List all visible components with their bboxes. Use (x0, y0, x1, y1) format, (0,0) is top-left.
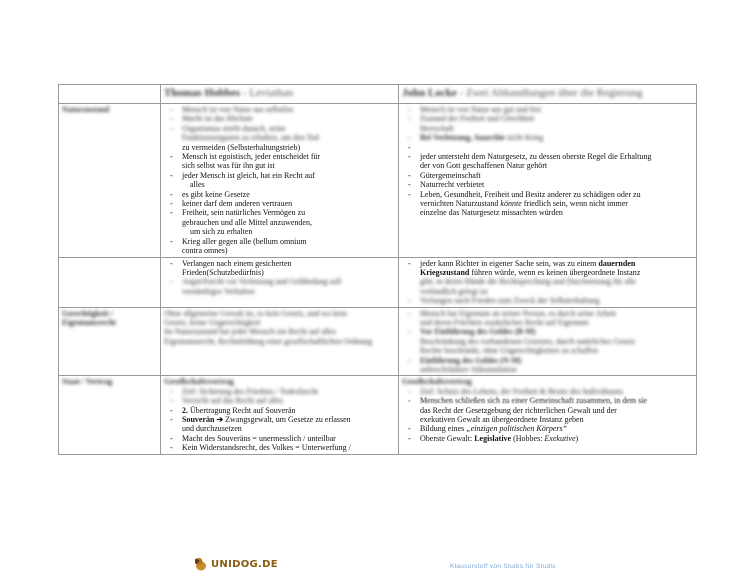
locke-staat-cell (399, 376, 697, 454)
comparison-table (58, 84, 697, 455)
locke-text: ) (575, 433, 579, 443)
table-header-row (59, 85, 697, 104)
hobbes-frieden-cell (161, 257, 399, 307)
list-item: Herrschaft (420, 123, 454, 133)
list-item: - Gütergemeinschaft (402, 171, 693, 180)
list-item: - Verlangen nach einem gesicherten (164, 259, 395, 268)
locke-gerechtigkeit-cell (399, 307, 697, 376)
list-item: - jeder untersteht dem Naturgesetz, zu dessen oberste Regel die Erhaltung (402, 152, 693, 161)
list-item (402, 259, 693, 268)
list-item: einzelne das Naturgesetz missachten würden (420, 208, 563, 218)
list-item (164, 406, 395, 415)
text-line: Ohne allgemeine Gewalt ist, es kein Gesetz, und wo kein (164, 308, 347, 318)
list-item: unbeschränkter Akkumulation (420, 364, 517, 374)
unidog-logo[interactable] (193, 555, 278, 573)
list-item: das Recht der Gesetzgebung der richterlichen Gewalt und der (420, 405, 617, 415)
list-item: - Freiheit, sein natürliches Vermögen zu (164, 208, 395, 217)
list-item: - Ziel: Schutz des Lebens, der Freiheit & Besitz des Individuums (402, 387, 693, 396)
list-item: und durchzusetzen (182, 424, 242, 434)
list-item: um sich zu erhalten (190, 227, 253, 237)
list-item: exekutiven Gewalt an übergeordnete Instanz geben (420, 415, 584, 424)
list-item: - Verzicht auf das Recht auf alles (164, 396, 395, 405)
comparison-table-page (58, 84, 696, 455)
list-item: - Organismus strebt danach, seine (164, 124, 395, 133)
list-item: - Leben, Gesundheit, Freiheit und Besitz anderer zu schädigen oder zu (402, 190, 693, 199)
list-item: - Angst/Furcht vor Verletzung und Gefährdung soll (164, 277, 395, 286)
header-locke-sub: - Zwei Abhandlungen über die Regierung (459, 87, 643, 99)
logo-text: UNIDOG.DE (211, 558, 278, 570)
locke-text: vernichten Naturzustand (420, 199, 499, 209)
list-item: - Mensch ist von Natur aus selbstlos (164, 105, 395, 114)
step-number: 2. (182, 405, 188, 415)
list-item: - Macht ist das Höchste (164, 114, 395, 123)
list-item: - Kein Widerstandsrecht, des Volkes = Unterwerfung / (164, 443, 395, 452)
locke-text: Oberste Gewalt: (420, 433, 473, 443)
list-item (402, 143, 693, 152)
hobbes-text: Übertragung Recht auf Souverän (190, 405, 296, 415)
list-item: - Mensch ist egoistisch, jeder entscheidet für (164, 152, 395, 161)
list-item (402, 199, 693, 208)
list-item: - es gibt keine Gesetze (164, 190, 395, 199)
list-item (402, 268, 693, 277)
locke-text: Bildung eines (420, 424, 465, 434)
header-empty-cell (59, 85, 161, 104)
list-item: - Naturrecht verbietet (402, 180, 693, 189)
list-item: - Verlangen nach Frieden zum Zweck der Selbsterhaltung (402, 296, 693, 305)
row-label-empty (59, 257, 161, 307)
locke-italic: Exekutive (544, 433, 576, 443)
list-item: und deren Früchten zusätzliches Recht auf Eigentum (420, 317, 589, 327)
list-item: - Zustand der Freiheit und Gleichheit (402, 114, 693, 123)
text-line: Im Naturzustand hat jeder Mensch ein Recht auf alles (164, 327, 336, 337)
locke-frieden-cell (399, 257, 697, 307)
header-locke-title: John Locke (402, 87, 457, 99)
list-item: gibt, in deren Hände die Rechtsprechung und Durchsetzung für alle (420, 277, 636, 287)
header-hobbes-sub: - Leviathan (242, 87, 294, 99)
list-item: - Macht des Souveräns = unermesslich / unteilbar (164, 434, 395, 443)
list-item: zu vermeiden (Selbsterhaltungstrieb) (182, 142, 301, 152)
list-item: - Krieg aller gegen alle (bellum omnium (164, 237, 395, 246)
header-hobbes (161, 85, 399, 104)
hobbes-naturzustand-cell (161, 104, 399, 258)
list-item: gebrauchen und alle Mittel anzuwenden, (182, 217, 312, 227)
list-item: - Vor Einführung des Geldes (B-M) (402, 327, 693, 336)
row-label-staat: Staat / Vertrag (59, 376, 161, 454)
list-item (402, 424, 693, 433)
hobbes-gerechtigkeit-cell (161, 307, 399, 376)
list-item: - Mensch hat Eigentum an seiner Person, es durch seine Arbeit (402, 309, 693, 318)
arrow-right-icon: ➔ (216, 415, 224, 424)
hobbes-staat-cell (161, 376, 399, 454)
list-item: Rechte beschränkt, ohne Ungerechtigkeiten zu schaffen (420, 346, 598, 356)
list-item: Funktionsorganen zu erhalten, um den Tod (182, 133, 319, 143)
locke-bold: dauernden (598, 258, 636, 268)
header-locke (399, 85, 697, 104)
list-item: contra omnes) (182, 246, 228, 256)
locke-bold-phrase: Bei Verletzung, Anarchie (420, 133, 505, 143)
locke-text: führen würde, wenn es keinen übergeordnete Instanz (471, 267, 641, 277)
list-item: der von Gott geschaffenen Natur gehört (420, 161, 548, 171)
hobbes-vertrag-heading: Gesellschaftsvertrag (164, 377, 234, 387)
list-item: Beschränkung des vorhandenen Gesetzes, durch natürliches Gesetz (420, 336, 636, 346)
list-item: - Mensch ist von Natur aus gut und frei (402, 105, 693, 114)
list-item: - Einführung des Geldes (N-M) (402, 356, 693, 365)
locke-naturzustand-cell (399, 104, 697, 258)
locke-bold: Kriegszustand (420, 267, 470, 277)
list-item: - jeder Mensch ist gleich, hat ein Recht auf (164, 171, 395, 180)
list-item: - Ziel: Sicherung des Friedens / Todesfurcht (164, 387, 395, 396)
list-item: verbindlich gelegt ist (420, 286, 488, 296)
list-item (402, 133, 693, 142)
text-line: Eigentumsrecht, Rechtsbildung einer gesellschaftlichen Ordnung (164, 336, 373, 346)
hobbes-text: Zwangsgewalt, um Gesetze zu erlassen (225, 415, 351, 424)
footer-note: Klausurstoff von Studis für Studis (450, 563, 556, 570)
locke-text: friedlich sein, wenn nicht immer (523, 199, 628, 209)
row-naturzustand (59, 104, 697, 258)
locke-italic: „einzigen politischen Körpers“ (466, 424, 568, 434)
list-item (402, 434, 693, 443)
locke-phrase-tail: nicht Krieg (506, 133, 544, 143)
locke-vertrag-heading: Gesellschaftsvertrag (402, 377, 472, 387)
list-item: alles (190, 180, 205, 190)
list-item: vernünftiges Verhalten (182, 286, 255, 296)
list-item: sich selbst was für ihn gut ist (182, 161, 275, 171)
text-line (164, 346, 395, 355)
row-friedensverlangen (59, 257, 697, 307)
dog-icon (193, 556, 209, 572)
locke-bold: Legislative (474, 433, 512, 443)
row-staat-vertrag (59, 376, 697, 454)
locke-text: (Hobbes: (513, 433, 543, 443)
list-item: - Menschen schließen sich zu einer Gemeinschaft zusammen, in dem sie (402, 396, 693, 405)
text-line: Gesetz, keine Ungerechtigkeit (164, 317, 261, 327)
hobbes-bold: Souverän (182, 415, 215, 424)
row-label-naturzustand: Naturzustand (59, 104, 161, 258)
locke-text: jeder kann Richter in eigener Sache sein, was zu einem (420, 258, 597, 268)
list-item: Frieden(Schutzbedürfnis) (182, 267, 264, 277)
list-item (164, 415, 395, 424)
row-gerechtigkeit (59, 307, 697, 376)
locke-italic: könnte (500, 199, 522, 209)
list-item: - keiner darf dem anderen vertrauen (164, 199, 395, 208)
row-label-gerechtigkeit: Gerechtigkeit / Eigentumsrecht (59, 307, 161, 376)
header-hobbes-title: Thomas Hobbes (164, 87, 241, 99)
